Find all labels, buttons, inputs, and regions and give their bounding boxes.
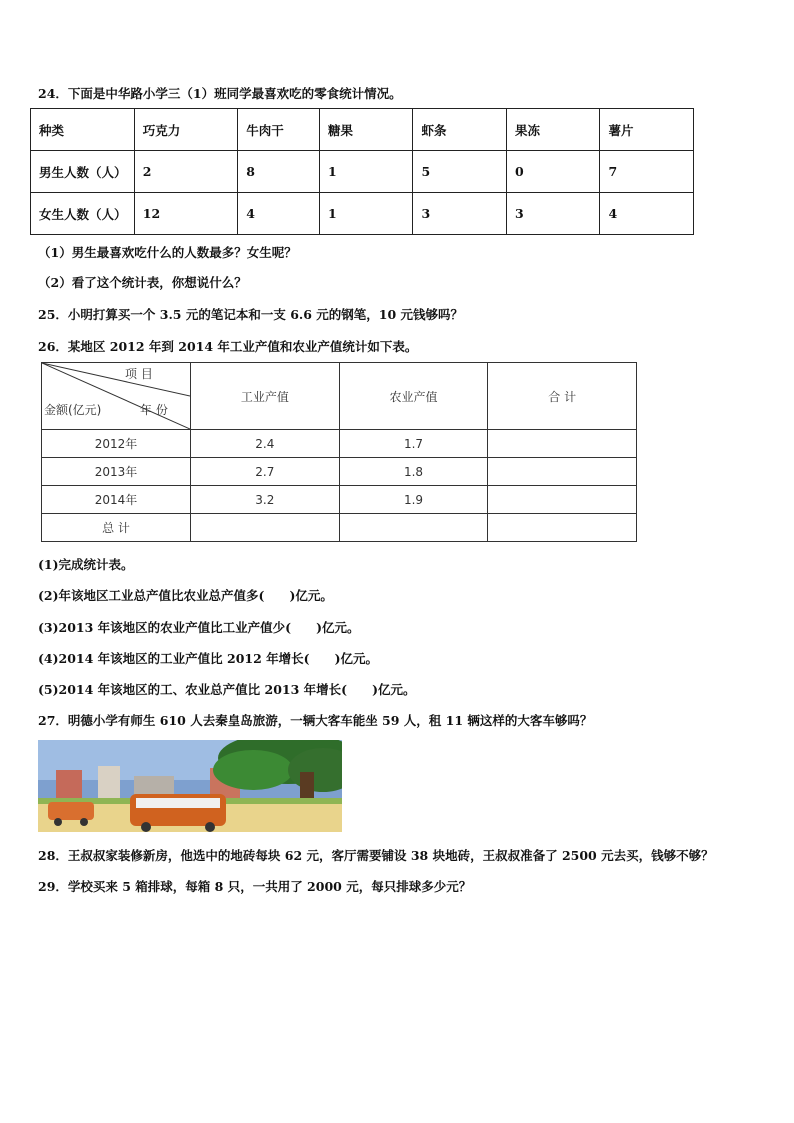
table-cell: 12 xyxy=(134,193,237,235)
question-24-sub-1: （1）男生最喜欢吃什么的人数最多？女生呢？ xyxy=(38,245,297,260)
table-row xyxy=(31,193,694,235)
table-cell: 0 xyxy=(506,151,600,193)
table-cell: 7 xyxy=(600,151,694,193)
table-cell: 2013年 xyxy=(42,458,191,486)
column-header: 合 计 xyxy=(488,363,637,430)
table-cell: 2 xyxy=(134,151,237,193)
table-cell: 1 xyxy=(319,193,413,235)
table-header-row xyxy=(31,109,694,151)
table-cell xyxy=(488,458,637,486)
question-26-sub-1: (1)完成统计表。 xyxy=(38,557,134,572)
table-cell: 果冻 xyxy=(506,109,600,151)
corner-label-year: 年 份 xyxy=(140,403,168,417)
table-cell: 女生人数（人） xyxy=(31,193,135,235)
table-cell: 2.4 xyxy=(191,430,340,458)
table-cell: 男生人数（人） xyxy=(31,151,135,193)
table-row xyxy=(31,151,694,193)
question-25: 25．小明打算买一个 3.5 元的笔记本和一支 6.6 元的钢笔，10 元钱够吗？ xyxy=(38,307,464,322)
table-cell: 4 xyxy=(600,193,694,235)
table-cell xyxy=(488,514,637,542)
corner-label-item: 项 目 xyxy=(125,367,153,381)
table-cell: 8 xyxy=(238,151,320,193)
column-header: 工业产值 xyxy=(191,363,340,430)
question-26-sub-2: (2)年该地区工业总产值比农业总产值多( )亿元。 xyxy=(38,588,333,603)
table-cell: 牛肉干 xyxy=(238,109,320,151)
table-cell: 2012年 xyxy=(42,430,191,458)
question-26-sub-5: (5)2014 年该地区的工、农业总产值比 2013 年增长( )亿元。 xyxy=(38,682,416,697)
table-cell: 4 xyxy=(238,193,320,235)
table-cell xyxy=(488,430,637,458)
question-26-sub-3: (3)2013 年该地区的农业产值比工业产值少( )亿元。 xyxy=(38,620,360,635)
table-cell: 1 xyxy=(319,151,413,193)
table-cell: 3.2 xyxy=(191,486,340,514)
question-29: 29．学校买来 5 箱排球，每箱 8 只，一共用了 2000 元，每只排球多少元？ xyxy=(38,879,472,894)
question-26-sub-4: (4)2014 年该地区的工业产值比 2012 年增长( )亿元。 xyxy=(38,651,378,666)
diagonal-header-cell xyxy=(42,363,191,430)
question-24-title: 24．下面是中华路小学三（1）班同学最喜欢吃的零食统计情况。 xyxy=(38,86,402,101)
question-24-sub-2: （2）看了这个统计表，你想说什么？ xyxy=(38,275,247,290)
diagonal-lines xyxy=(42,363,190,429)
corner-label-amount: 金额(亿元) xyxy=(44,403,102,417)
table-cell: 2014年 xyxy=(42,486,191,514)
column-header: 农业产值 xyxy=(339,363,488,430)
table-cell: 薯片 xyxy=(600,109,694,151)
table-row xyxy=(42,430,637,458)
table-cell: 3 xyxy=(413,193,507,235)
table-cell: 种类 xyxy=(31,109,135,151)
table-cell: 3 xyxy=(506,193,600,235)
table-cell: 虾条 xyxy=(413,109,507,151)
table-header-row xyxy=(42,363,637,430)
table-row xyxy=(42,486,637,514)
output-value-table xyxy=(41,362,637,542)
table-cell: 巧克力 xyxy=(134,109,237,151)
snack-stats-table xyxy=(30,108,694,235)
table-cell xyxy=(191,514,340,542)
question-28: 28．王叔叔家装修新房，他选中的地砖每块 62 元，客厅需要铺设 38 块地砖，王叔叔准备了 2500 元去买，钱够不够？ xyxy=(38,848,714,863)
question-26-title: 26．某地区 2012 年到 2014 年工业产值和农业产值统计如下表。 xyxy=(38,339,418,354)
table-cell: 糖果 xyxy=(319,109,413,151)
table-cell: 1.7 xyxy=(339,430,488,458)
table-row xyxy=(42,514,637,542)
table-cell xyxy=(339,514,488,542)
table-cell: 2.7 xyxy=(191,458,340,486)
table-cell: 5 xyxy=(413,151,507,193)
question-27: 27．明德小学有师生 610 人去秦皇岛旅游，一辆大客车能坐 59 人，租 11 辆这样的大客车够吗？ xyxy=(38,713,593,728)
table-cell: 1.8 xyxy=(339,458,488,486)
table-cell: 总 计 xyxy=(42,514,191,542)
table-cell xyxy=(488,486,637,514)
bus-illustration xyxy=(38,740,342,832)
table-cell: 1.9 xyxy=(339,486,488,514)
table-row xyxy=(42,458,637,486)
